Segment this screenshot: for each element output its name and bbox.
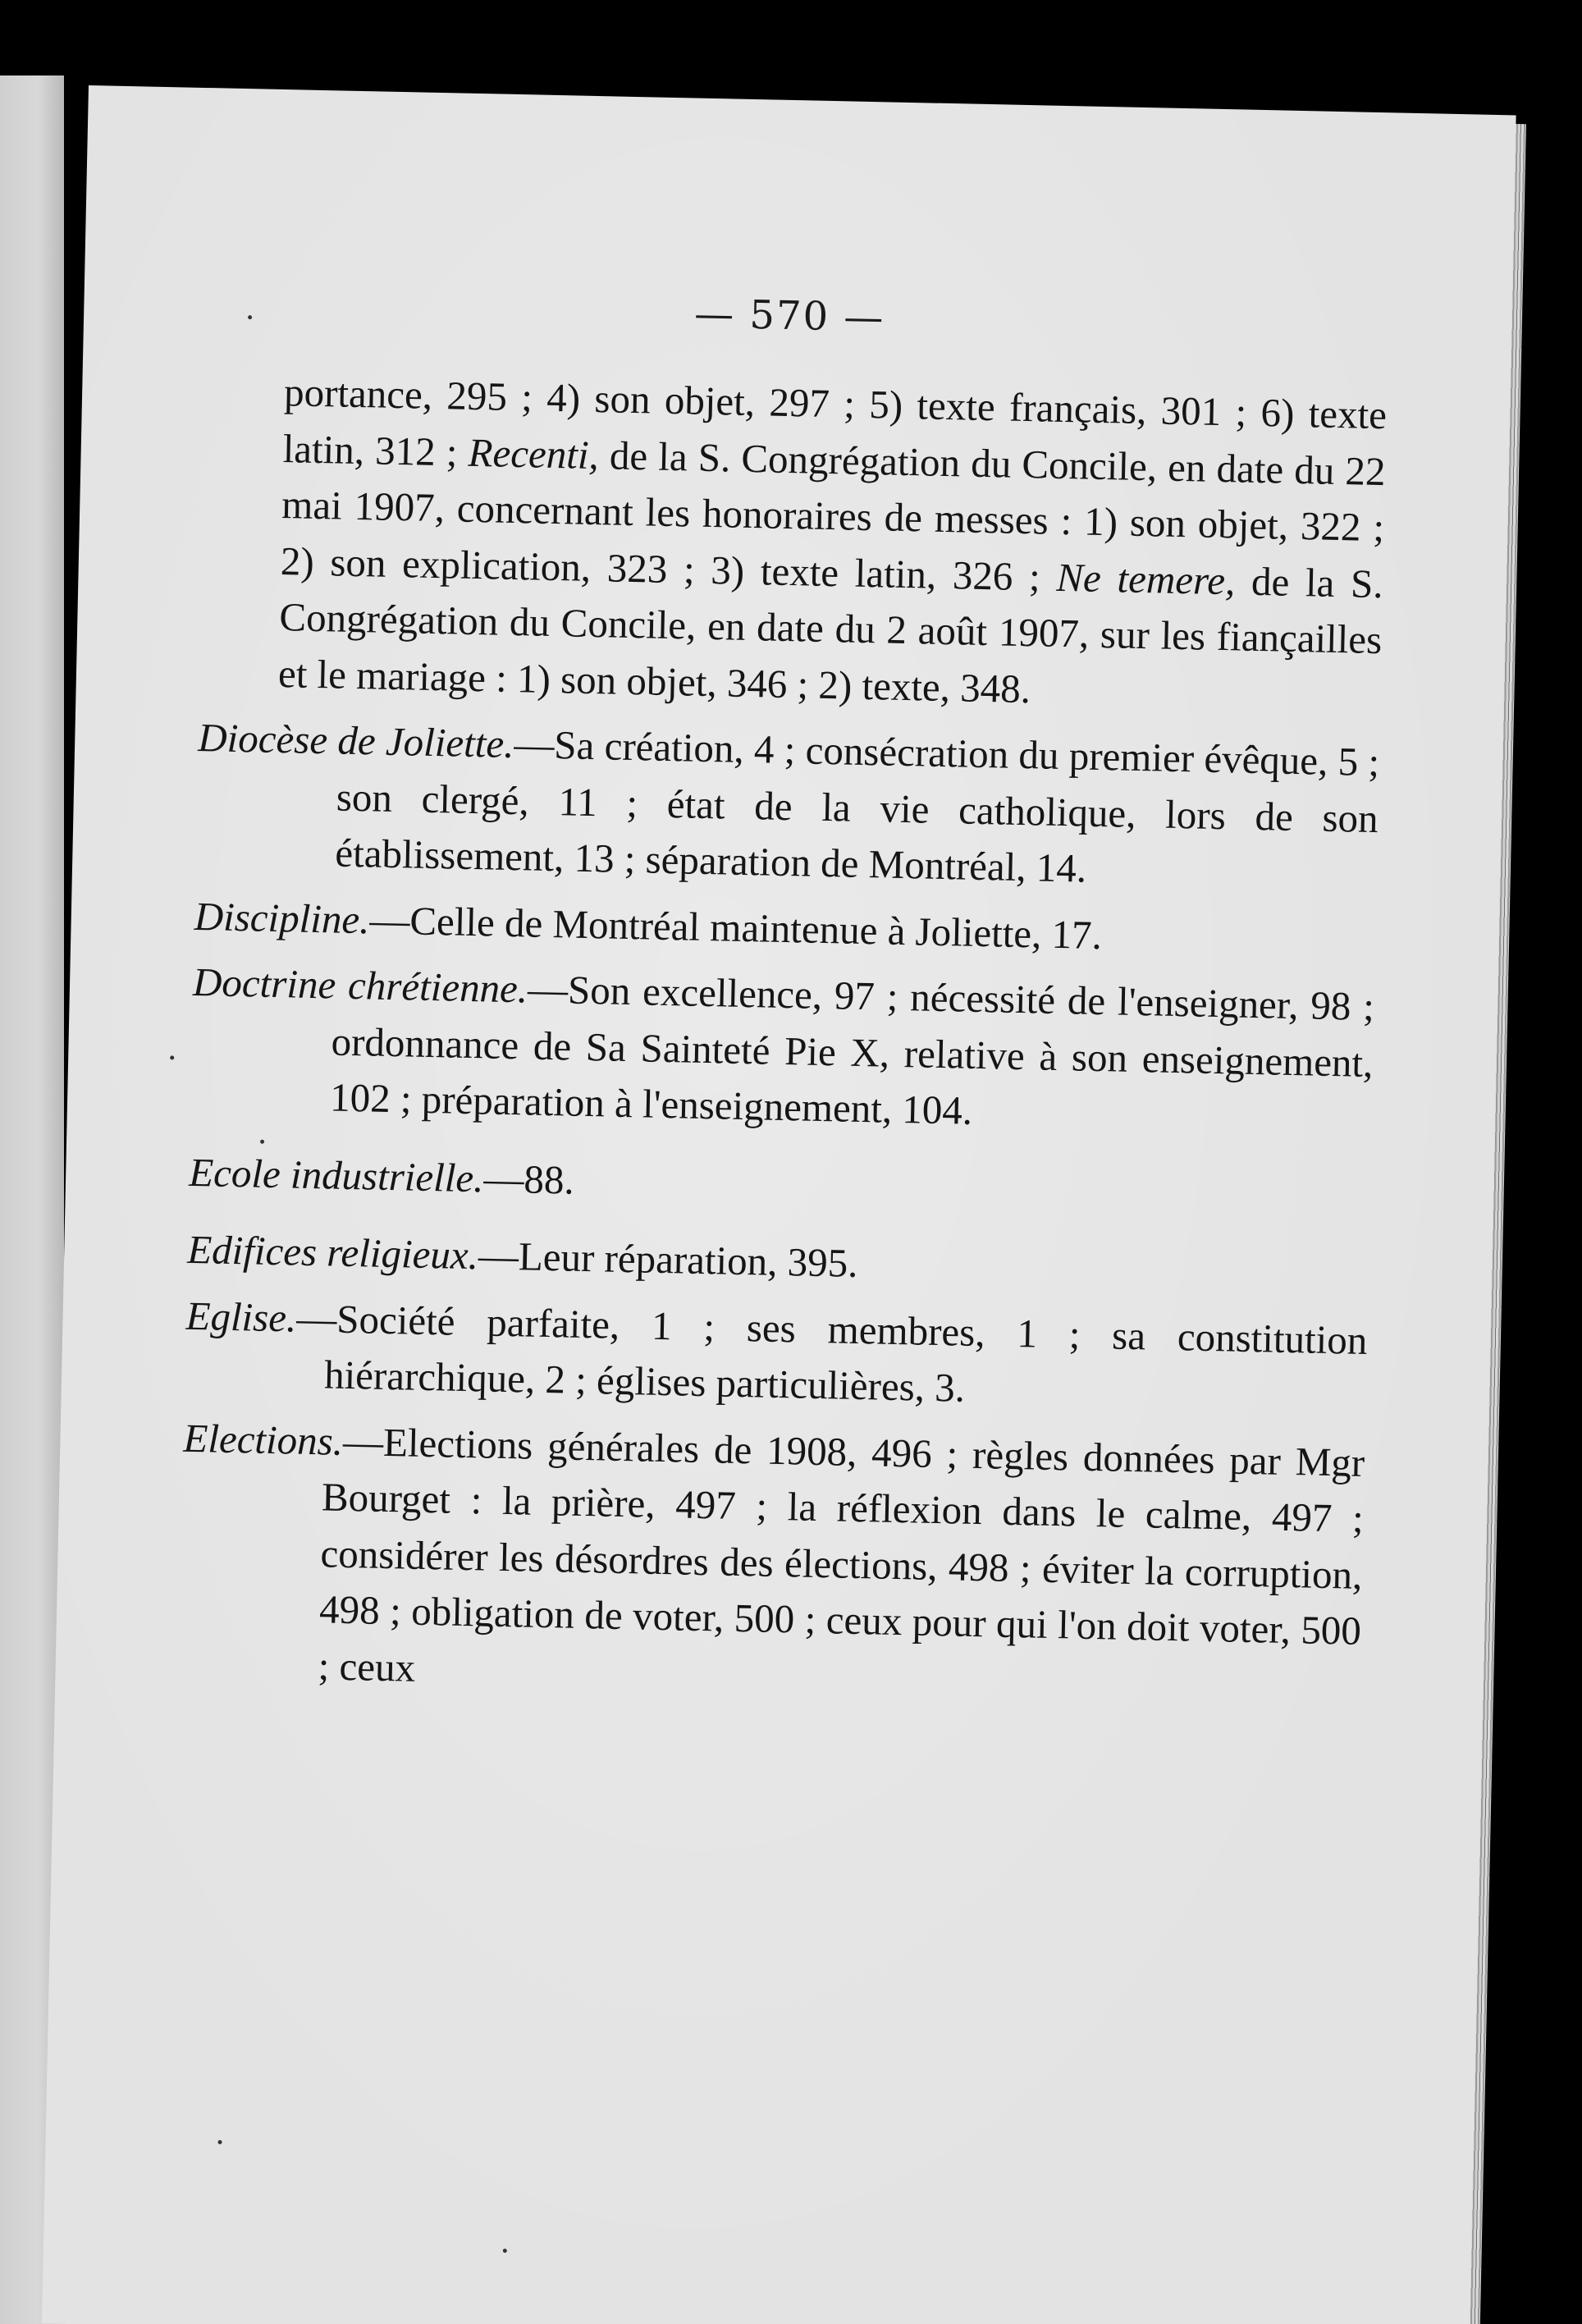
continued-text-3: de la S. Congrégation du Concile, en date du 2 août 1907, sur les fiançailles et le mariage : 1) son objet, 346 ; 2) texte, 348. xyxy=(277,557,1384,711)
print-speck xyxy=(170,1055,174,1059)
entry-heading: Discipline. xyxy=(194,893,371,942)
index-entry-edifices xyxy=(187,1222,1369,1303)
print-speck xyxy=(503,2249,507,2253)
index-entry-discipline xyxy=(194,888,1376,969)
entry-heading: Elections. xyxy=(182,1415,344,1464)
index-entry-doctrine xyxy=(190,954,1375,1148)
book-page xyxy=(42,85,1516,2324)
page-number: — 570 — xyxy=(693,290,885,341)
entry-heading: Diocèse de Joliette. xyxy=(197,714,514,767)
continued-entry xyxy=(199,363,1387,725)
entry-text: —Leur réparation, 395. xyxy=(478,1233,859,1286)
document-title-recenti: Recenti, xyxy=(468,429,600,478)
continued-text-1: portance, 295 ; 4) son objet, 297 ; 5) texte français, 301 ; 6) texte latin, 312 ; xyxy=(282,369,1388,475)
entry-text: —Son excellence, 97 ; nécessité de l'enseigner, 98 ; ordonnance de Sa Sainteté Pie X, relative à son enseignement, 102 ; préparation à l'enseignement, 104. xyxy=(329,966,1375,1133)
continued-text-2: de la S. Congrégation du Concile, en date du 22 mai 1907, concernant les honoraires de messes : 1) son objet, 322 ; 2) son explication, 323 ; 3) texte latin, 326 ; xyxy=(280,432,1387,600)
entry-text: —Elections générales de 1908, 496 ; règles données par Mgr Bourget : la prière, 497 ; la réflexion dans le calme, 497 ; considérer les désordres des élections, 498 ; éviter la corruption, 498 ; obligation de voter, 500 ; ceux pour qui l'on doit voter, 500 ; ceux xyxy=(318,1418,1365,1690)
entry-text: —Sa création, 4 ; consécration du premier évêque, 5 ; son clergé, 11 ; état de la vie catholique, lors de son établissement, 13 ; séparation de Montréal, 14. xyxy=(334,721,1380,891)
document-title-ne-temere: Ne temere, xyxy=(1055,554,1236,603)
index-text xyxy=(178,363,1388,1716)
entry-heading: Ecole industrielle. xyxy=(188,1149,485,1201)
entry-heading: Eglise. xyxy=(185,1292,297,1341)
index-entry-eglise xyxy=(184,1288,1368,1425)
index-entry-diocese xyxy=(195,710,1380,904)
entry-heading: Doctrine chrétienne. xyxy=(192,958,528,1012)
index-entry-ecole xyxy=(189,1144,1371,1225)
entry-heading: Edifices religieux. xyxy=(186,1226,479,1279)
print-speck xyxy=(217,2140,222,2144)
entry-text: —Celle de Montréal maintenue à Joliette, 17. xyxy=(368,896,1103,958)
entry-text: —88. xyxy=(482,1155,575,1203)
entry-text: —Société parfaite, 1 ; ses membres, 1 ; sa constitution hiérarchique, 2 ; églises particulières, 3. xyxy=(295,1295,1368,1411)
index-entry-elections xyxy=(178,1410,1365,1716)
